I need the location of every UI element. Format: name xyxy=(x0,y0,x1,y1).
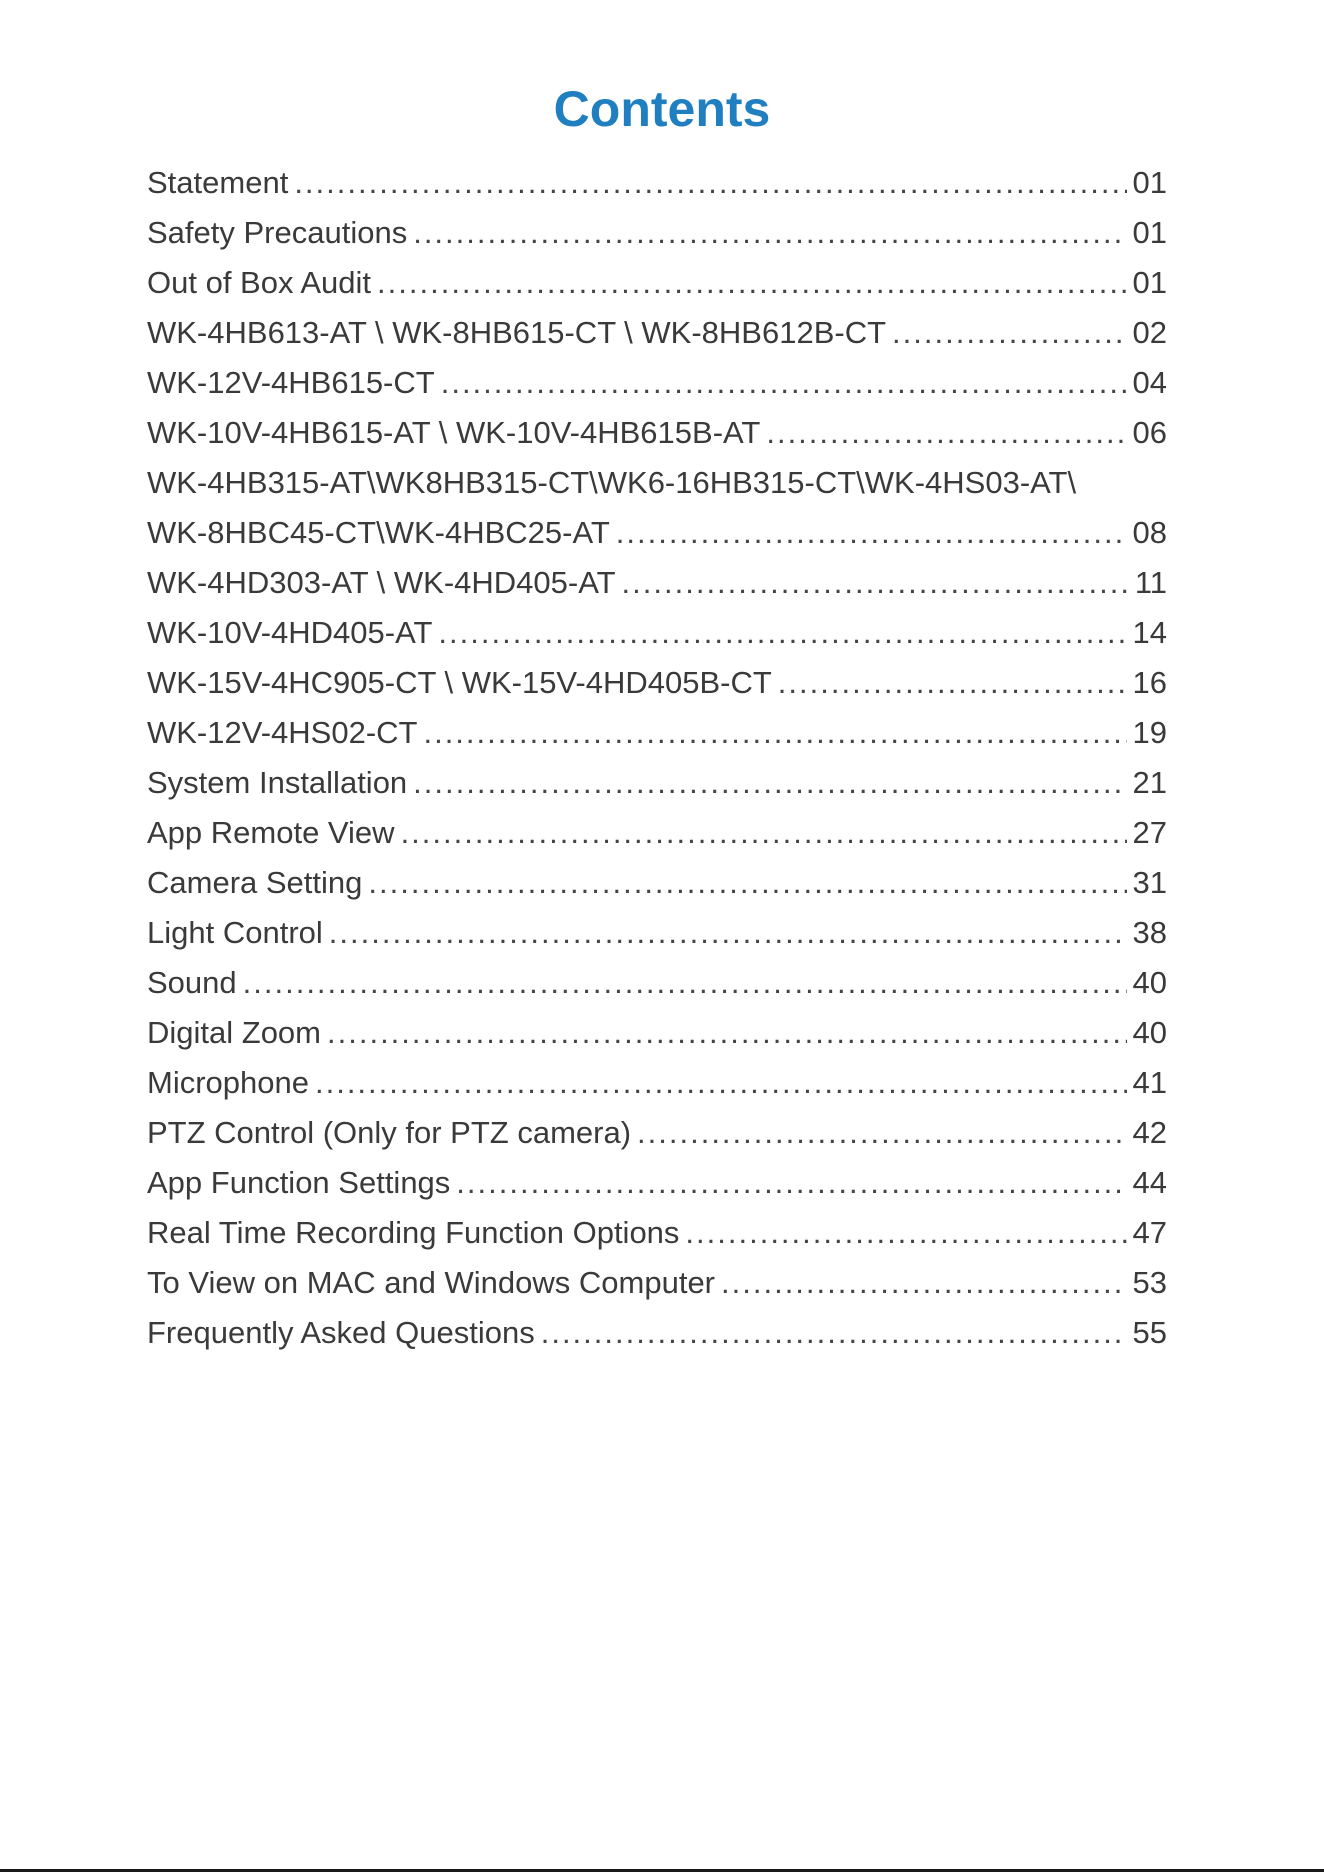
toc-entry-label: WK-8HBC45-CT\WK-4HBC25-AT xyxy=(147,515,610,550)
toc-entry[interactable] xyxy=(147,508,1167,558)
toc-entry-page: 53 xyxy=(1132,1265,1167,1300)
toc-entry-label: WK-10V-4HD405-AT xyxy=(147,615,433,650)
toc-dot-leader xyxy=(637,1108,1126,1158)
toc-entry[interactable] xyxy=(147,808,1167,858)
toc-dot-leader xyxy=(541,1308,1127,1358)
toc-entry[interactable] xyxy=(147,908,1167,958)
toc-entry-label: WK-4HB613-AT \ WK-8HB615-CT \ WK-8HB612B-CT xyxy=(147,315,887,350)
toc-entry[interactable] xyxy=(147,1308,1167,1358)
toc-entry-page: 31 xyxy=(1132,865,1167,900)
toc-entry[interactable] xyxy=(147,1208,1167,1258)
toc-entry-label: PTZ Control (Only for PTZ camera) xyxy=(147,1115,632,1150)
toc-dot-leader xyxy=(377,258,1126,308)
toc-entry-page: 01 xyxy=(1132,215,1167,250)
table-of-contents xyxy=(147,158,1167,1358)
toc-entry-page: 14 xyxy=(1132,615,1167,650)
toc-entry-label: Real Time Recording Function Options xyxy=(147,1215,680,1250)
toc-dot-leader xyxy=(892,308,1126,358)
toc-dot-leader xyxy=(329,908,1127,958)
toc-entry[interactable] xyxy=(147,758,1167,808)
toc-entry-label: WK-12V-4HB615-CT xyxy=(147,365,435,400)
page-title: Contents xyxy=(553,81,771,137)
toc-entry-label: Out of Box Audit xyxy=(147,265,372,300)
toc-entry-label: WK-12V-4HS02-CT xyxy=(147,715,418,750)
toc-entry[interactable] xyxy=(147,308,1167,358)
toc-entry-page: 42 xyxy=(1132,1115,1167,1150)
toc-dot-leader xyxy=(622,558,1129,608)
toc-entry-page: 11 xyxy=(1134,565,1167,600)
toc-entry-label: To View on MAC and Windows Computer xyxy=(147,1265,716,1300)
toc-entry[interactable] xyxy=(147,1158,1167,1208)
toc-entry[interactable] xyxy=(147,708,1167,758)
toc-entry-page: 04 xyxy=(1132,365,1167,400)
toc-entry[interactable] xyxy=(147,1108,1167,1158)
toc-entry[interactable] xyxy=(147,1008,1167,1058)
toc-dot-leader xyxy=(327,1008,1127,1058)
toc-dot-leader xyxy=(721,1258,1127,1308)
toc-entry[interactable] xyxy=(147,958,1167,1008)
toc-entry[interactable] xyxy=(147,458,1167,508)
toc-dot-leader xyxy=(315,1058,1127,1108)
toc-entry-page: 41 xyxy=(1132,1065,1167,1100)
toc-entry-page: 21 xyxy=(1132,765,1167,800)
toc-dot-leader xyxy=(685,1208,1126,1258)
toc-dot-leader xyxy=(778,658,1127,708)
toc-entry[interactable] xyxy=(147,258,1167,308)
toc-entry-label: WK-10V-4HB615-AT \ WK-10V-4HB615B-AT xyxy=(147,415,761,450)
toc-dot-leader xyxy=(423,708,1126,758)
toc-entry-page: 02 xyxy=(1132,315,1167,350)
toc-entry-label: Digital Zoom xyxy=(147,1015,321,1050)
toc-dot-leader xyxy=(766,408,1126,458)
toc-entry-page: 55 xyxy=(1132,1315,1167,1350)
toc-entry-page: 16 xyxy=(1132,665,1167,700)
toc-entry-page: 01 xyxy=(1132,165,1167,200)
toc-entry-page: 19 xyxy=(1132,715,1167,750)
toc-entry-page: 40 xyxy=(1132,1015,1167,1050)
toc-entry-label: Frequently Asked Questions xyxy=(147,1315,535,1350)
toc-dot-leader xyxy=(401,808,1127,858)
toc-dot-leader xyxy=(441,358,1127,408)
toc-entry[interactable] xyxy=(147,658,1167,708)
toc-entry-label: WK-15V-4HC905-CT \ WK-15V-4HD405B-CT xyxy=(147,665,772,700)
toc-dot-leader xyxy=(368,858,1126,908)
toc-entry[interactable] xyxy=(147,158,1167,208)
toc-entry-label: Camera Setting xyxy=(147,865,363,900)
toc-dot-leader xyxy=(438,608,1126,658)
toc-dot-leader xyxy=(413,208,1126,258)
toc-entry[interactable] xyxy=(147,408,1167,458)
toc-entry[interactable] xyxy=(147,208,1167,258)
toc-entry-label: App Function Settings xyxy=(147,1165,451,1200)
toc-entry-page: 08 xyxy=(1132,515,1167,550)
toc-entry[interactable] xyxy=(147,1058,1167,1108)
toc-entry-page: 27 xyxy=(1132,815,1167,850)
toc-entry-label: App Remote View xyxy=(147,815,395,850)
toc-entry-page: 01 xyxy=(1132,265,1167,300)
toc-dot-leader xyxy=(456,1158,1126,1208)
toc-entry-page: 06 xyxy=(1132,415,1167,450)
toc-entry-label: Safety Precautions xyxy=(147,215,408,250)
toc-entry-page: 38 xyxy=(1132,915,1167,950)
toc-entry[interactable] xyxy=(147,858,1167,908)
toc-dot-leader xyxy=(294,158,1126,208)
toc-entry[interactable] xyxy=(147,608,1167,658)
toc-entry-label: WK-4HD303-AT \ WK-4HD405-AT xyxy=(147,565,616,600)
toc-entry-label: Sound xyxy=(147,965,237,1000)
toc-entry-label: Light Control xyxy=(147,915,323,950)
toc-entry-page: 40 xyxy=(1132,965,1167,1000)
toc-entry[interactable] xyxy=(147,558,1167,608)
toc-entry-label: System Installation xyxy=(147,765,408,800)
toc-entry-page: 44 xyxy=(1132,1165,1167,1200)
toc-dot-leader xyxy=(243,958,1127,1008)
toc-entry-label: WK-4HB315-AT\WK8HB315-CT\WK6-16HB315-CT\WK-4HS03-AT\ xyxy=(147,465,1077,500)
toc-entry[interactable] xyxy=(147,1258,1167,1308)
toc-dot-leader xyxy=(616,508,1127,558)
toc-entry[interactable] xyxy=(147,358,1167,408)
toc-entry-label: Microphone xyxy=(147,1065,309,1100)
toc-entry-page: 47 xyxy=(1132,1215,1167,1250)
toc-dot-leader xyxy=(413,758,1126,808)
toc-entry-label: Statement xyxy=(147,165,289,200)
